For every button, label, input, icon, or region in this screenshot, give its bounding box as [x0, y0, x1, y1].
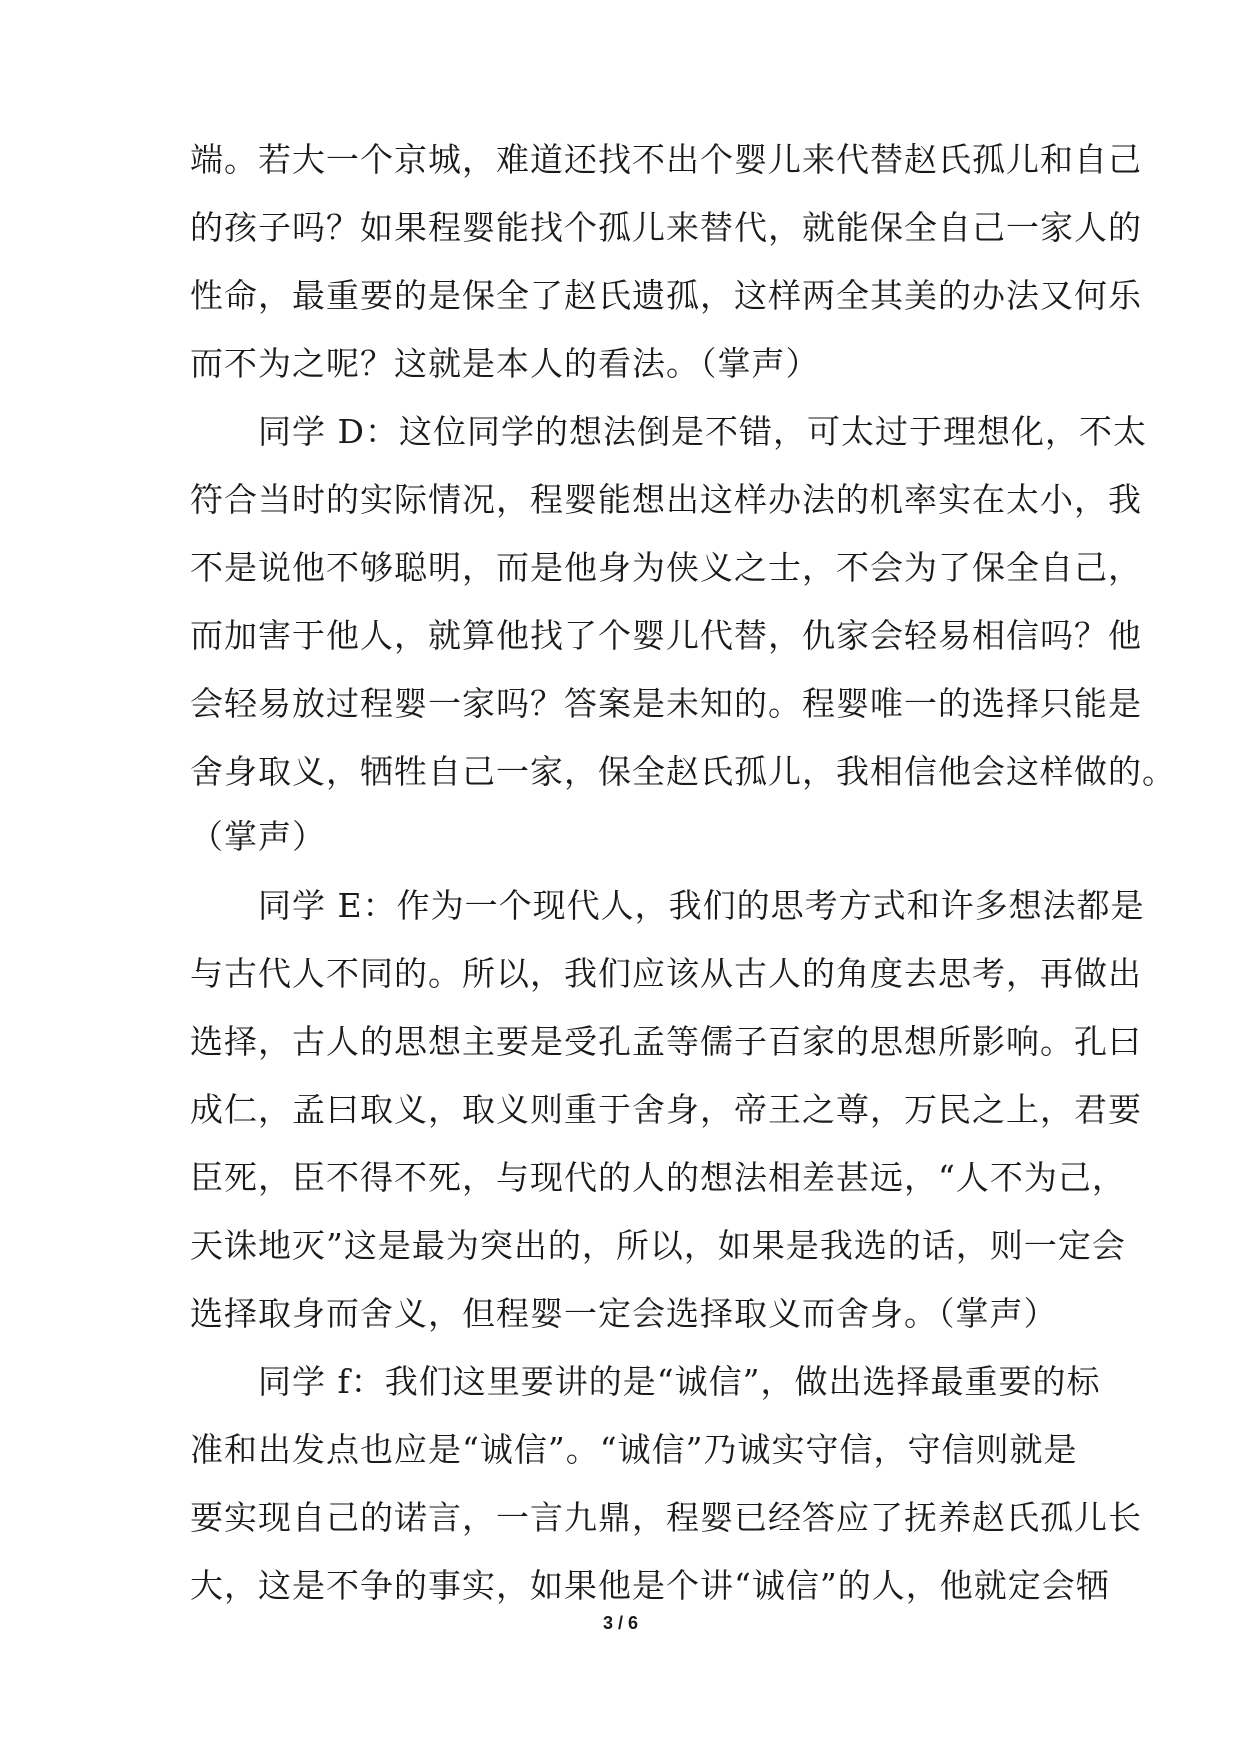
text-line: 舍身取义，牺牲自己一家，保全赵氏孤儿，我相信他会这样做的。: [190, 752, 1176, 791]
text-line: 选择，古人的思想主要是受孔孟等儒子百家的思想所影响。孔曰: [190, 1022, 1142, 1061]
text-line: （掌声）: [190, 817, 326, 856]
text-line: 同学 f：我们这里要讲的是“诚信”，做出选择最重要的标: [190, 1362, 1101, 1401]
text-line: 同学 D：这位同学的想法倒是不错，可太过于理想化，不太: [190, 412, 1147, 451]
text-line: 同学 E：作为一个现代人，我们的思考方式和许多想法都是: [190, 886, 1145, 925]
text-line: 而加害于他人，就算他找了个婴儿代替，仇家会轻易相信吗？他: [190, 616, 1142, 655]
text-line: 大，这是不争的事实，如果他是个讲“诚信”的人，他就定会牺: [190, 1566, 1110, 1605]
text-line: 符合当时的实际情况，程婴能想出这样办法的机率实在太小，我: [190, 480, 1142, 519]
text-line: 成仁，孟曰取义，取义则重于舍身，帝王之尊，万民之上，君要: [190, 1090, 1142, 1129]
text-line: 不是说他不够聪明，而是他身为侠义之士，不会为了保全自己，: [190, 548, 1142, 587]
text-line: 的孩子吗？如果程婴能找个孤儿来替代，就能保全自己一家人的: [190, 208, 1142, 247]
text-line: 准和出发点也应是“诚信”。“诚信”乃诚实守信，守信则就是: [190, 1430, 1078, 1469]
text-line: 会轻易放过程婴一家吗？答案是未知的。程婴唯一的选择只能是: [190, 684, 1142, 723]
text-line: 端。若大一个京城，难道还找不出个婴儿来代替赵氏孤儿和自己: [190, 140, 1142, 179]
text-line: 臣死，臣不得不死，与现代的人的想法相差甚远，“人不为己，: [190, 1158, 1126, 1197]
text-line: 天诛地灭”这是最为突出的，所以，如果是我选的话，则一定会: [190, 1226, 1126, 1265]
text-line: 而不为之呢？这就是本人的看法。（掌声）: [190, 344, 820, 383]
text-line: 性命，最重要的是保全了赵氏遗孤，这样两全其美的办法又何乐: [190, 276, 1142, 315]
text-line: 选择取身而舍义，但程婴一定会选择取义而舍身。（掌声）: [190, 1294, 1058, 1333]
text-line: 要实现自己的诺言，一言九鼎，程婴已经答应了抚养赵氏孤儿长: [190, 1498, 1142, 1537]
page-number: 3 / 6: [602, 1613, 639, 1633]
text-line: 与古代人不同的。所以，我们应该从古人的角度去思考，再做出: [190, 954, 1142, 993]
